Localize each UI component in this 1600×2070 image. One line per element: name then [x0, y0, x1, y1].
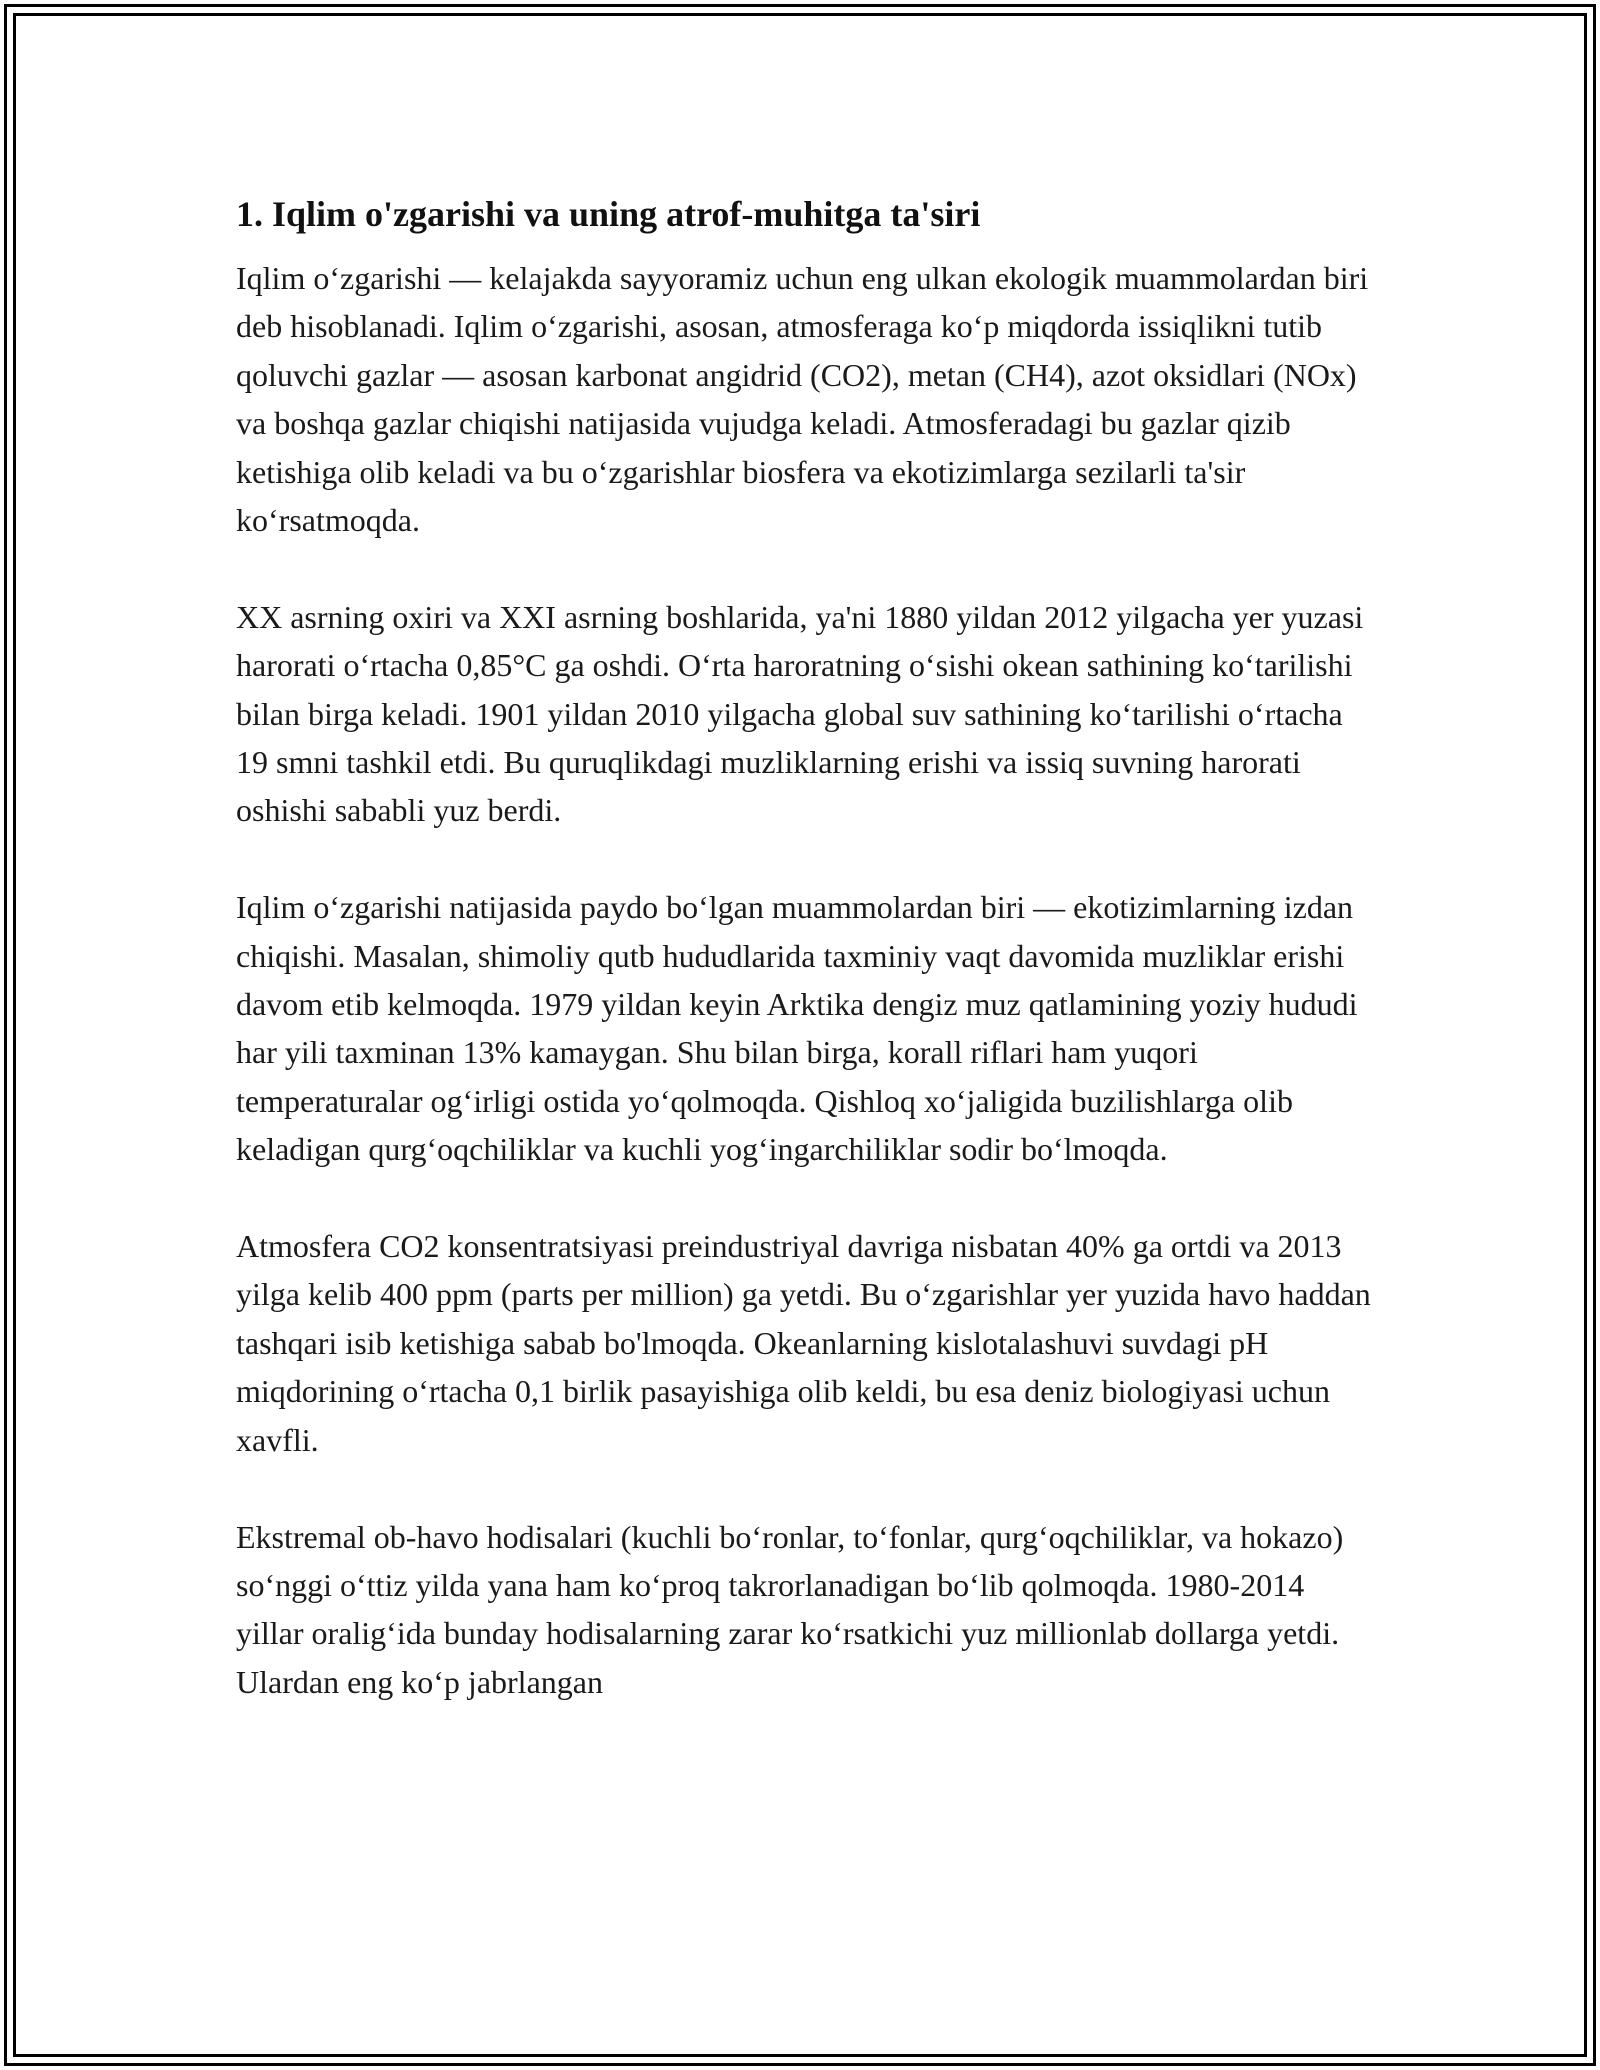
paragraph-climate-change-intro: Iqlim o‘zgarishi — kelajakda sayyoramiz uchun eng ulkan ekologik muammolardan biri deb hisoblanadi. Iqlim o‘zgarishi, asosan, atmosferaga ko‘p miqdorda issiqlikni tutib qoluvchi gazlar — asosan karbonat angidrid (CO2), metan (CH4), azot oksidlari (NOx) va boshqa gazlar chiqishi natijasida vujudga keladi. Atmosferadagi bu gazlar qizib ketishiga olib keladi va bu o‘zgarishlar biosfera va ekotizimlarga sezilarli ta'sir ko‘rsatmoqda. [236, 260, 1369, 539]
document-body [236, 186, 1376, 1706]
section-heading: 1. Iqlim o'zgarishi va uning atrof-muhitga ta'siri [236, 194, 981, 234]
paragraph-extreme-weather: Ekstremal ob-havo hodisalari (kuchli bo‘ronlar, to‘fonlar, qurg‘oqchiliklar, va hokazo) so‘nggi o‘ttiz yilda yana ham ko‘proq takrorlanadigan bo‘lib qolmoqda. 1980-2014 yillar oralig‘ida bunday hodisalarning zarar ko‘rsatkichi yuz millionlab dollarga yetdi. Ulardan eng ko‘p jabrlangan [236, 1518, 1344, 1700]
paragraph-ecosystem-disruption: Iqlim o‘zgarishi natijasida paydo bo‘lgan muammolardan biri — ekotizimlarning izdan chiqishi. Masalan, shimoliy qutb hududlarida taxminiy vaqt davomida muzliklar erishi davom etib kelmoqda. 1979 yildan keyin Arktika dengiz muz qatlamining yoziy hududi har yili taxminan 13% kamaygan. Shu bilan birga, korall riflari ham yuqori temperaturalar og‘irligi ostida yo‘qolmoqda. Qishloq xo‘jaligida buzilishlarga olib keladigan qurg‘oqchiliklar va kuchli yog‘ingarchiliklar sodir bo‘lmoqda. [236, 889, 1358, 1168]
paragraph-temperature-sea-level: XX asrning oxiri va XXI asrning boshlarida, ya'ni 1880 yildan 2012 yilgacha yer yuzasi harorati o‘rtacha 0,85°C ga oshdi. O‘rta haroratning o‘sishi okean sathining ko‘tarilishi bilan birga keladi. 1901 yildan 2010 yilgacha global suv sathining ko‘tarilishi o‘rtacha 19 smni tashkil etdi. Bu quruqlikdagi muzliklarning erishi va issiq suvning harorati oshishi sababli yuz berdi. [236, 598, 1364, 829]
paragraph-co2-concentration: Atmosfera CO2 konsentratsiyasi preindustriyal davriga nisbatan 40% ga ortdi va 2013 yilga kelib 400 ppm (parts per million) ga yetdi. Bu o‘zgarishlar yer yuzida havo haddan tashqari isib ketishiga sabab bo'lmoqda. Okeanlarning kislotalashuvi suvdagi pH miqdorining o‘rtacha 0,1 birlik pasayishiga olib keldi, bu esa deniz biologiyasi uchun xavfli. [236, 1228, 1371, 1458]
